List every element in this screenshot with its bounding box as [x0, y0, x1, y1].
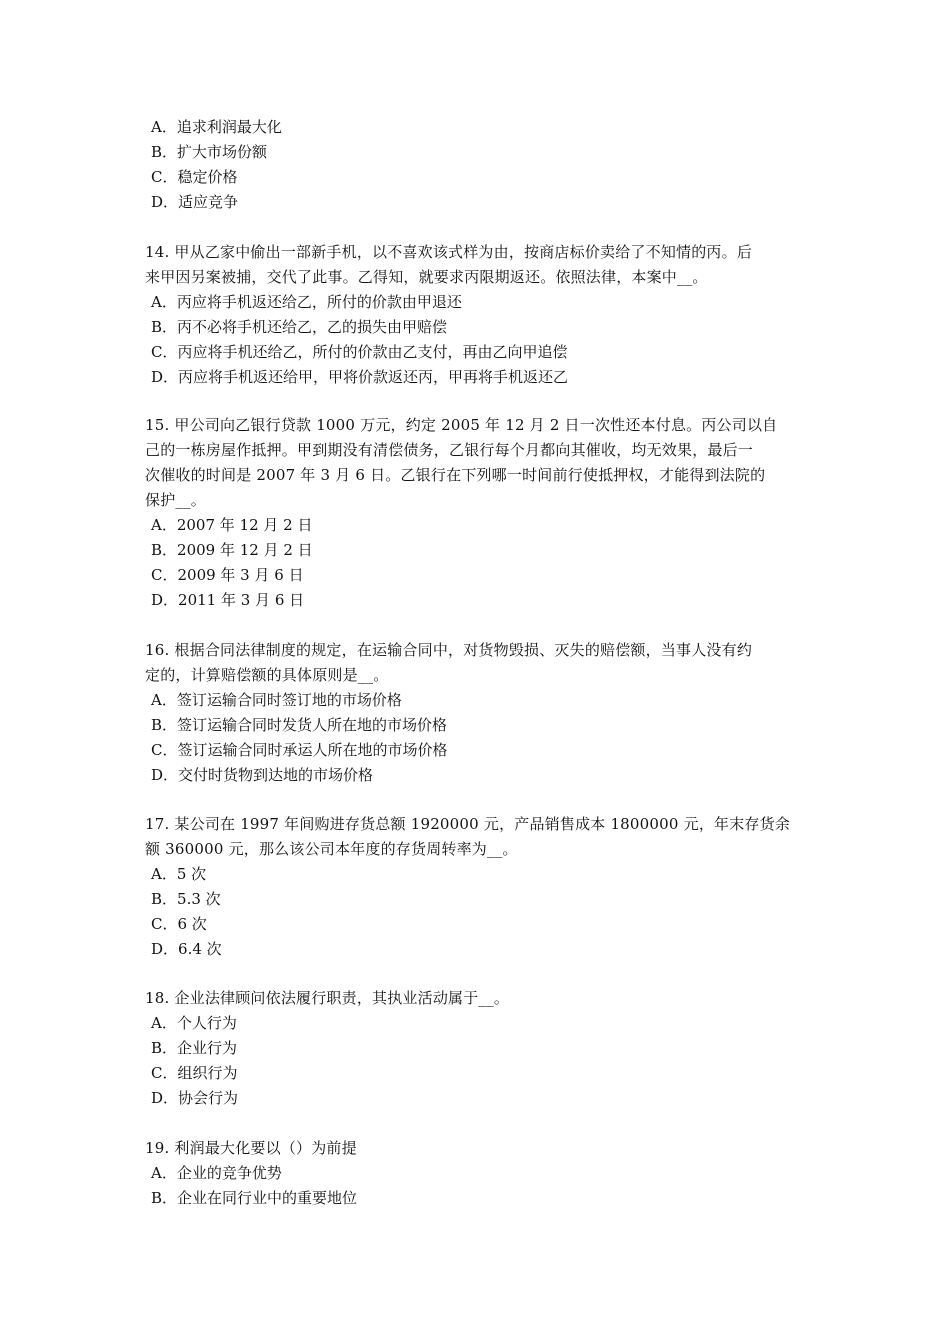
question-stem-line: 16. 根据合同法律制度的规定，在运输合同中，对货物毁损、灭失的赔偿额，当事人没有约 [145, 641, 753, 659]
question-stem-line: 来甲因另案被捕，交代了此事。乙得知，就要求丙限期返还。依照法律，本案中__。 [145, 268, 708, 286]
question-15 [145, 413, 810, 613]
option-b: B．企业在同行业中的重要地位 [151, 1189, 358, 1207]
question-19 [145, 1136, 810, 1211]
option-b: B．5.3 次 [151, 890, 221, 908]
option-d: D．2011 年 3 月 6 日 [151, 591, 305, 609]
option-c: C．稳定价格 [151, 168, 238, 186]
option-c: C．组织行为 [151, 1064, 238, 1082]
question-stem-line: 定的，计算赔偿额的具体原则是__。 [145, 666, 389, 684]
option-d: D．协会行为 [151, 1089, 239, 1107]
option-c: C．6 次 [151, 915, 207, 933]
option-a: A．丙应将手机返还给乙，所付的价款由甲退还 [151, 293, 462, 311]
option-d: D．6.4 次 [151, 940, 222, 958]
option-d: D．适应竞争 [151, 193, 239, 211]
option-a: A．个人行为 [151, 1014, 237, 1032]
option-c: C．2009 年 3 月 6 日 [151, 566, 304, 584]
option-c: C．丙应将手机还给乙，所付的价款由乙支付，再由乙向甲追偿 [151, 343, 568, 361]
option-a: A．追求利润最大化 [151, 118, 282, 136]
question-18 [145, 986, 810, 1111]
option-d: D．交付时货物到达地的市场价格 [151, 766, 374, 784]
question-stem-line: 己的一栋房屋作抵押。甲到期没有清偿债务，乙银行每个月都向其催收，均无效果，最后一 [145, 441, 754, 459]
option-b: B．2009 年 12 月 2 日 [151, 541, 313, 559]
question-stem-line: 17. 某公司在 1997 年间购进存货总额 1920000 元，产品销售成本 1800000 元，年末存货余 [145, 815, 791, 833]
question-16 [145, 638, 810, 788]
option-b: B．企业行为 [151, 1039, 238, 1057]
question-14 [145, 240, 810, 390]
question-stem-line: 额 360000 元，那么该公司本年度的存货周转率为__。 [145, 840, 518, 858]
option-b: B．签订运输合同时发货人所在地的市场价格 [151, 716, 448, 734]
option-a: A．5 次 [151, 865, 207, 883]
question-stem-line: 15. 甲公司向乙银行贷款 1000 万元，约定 2005 年 12 月 2 日一次性还本付息。丙公司以自 [145, 416, 778, 434]
option-c: C．签订运输合同时承运人所在地的市场价格 [151, 741, 448, 759]
option-d: D．丙应将手机返还给甲，甲将价款返还丙，甲再将手机返还乙 [151, 368, 569, 386]
option-a: A．2007 年 12 月 2 日 [151, 516, 313, 534]
question-17 [145, 812, 810, 962]
question-13-options [145, 115, 810, 215]
option-a: A．企业的竞争优势 [151, 1164, 282, 1182]
option-b: B．丙不必将手机还给乙，乙的损失由甲赔偿 [151, 318, 448, 336]
question-stem-line: 14. 甲从乙家中偷出一部新手机，以不喜欢该式样为由，按商店标价卖给了不知情的丙。后 [145, 243, 753, 261]
option-b: B．扩大市场份额 [151, 143, 268, 161]
question-stem-line: 保护__。 [145, 491, 207, 509]
question-stem-line: 18. 企业法律顾问依法履行职责，其执业活动属于__。 [145, 989, 510, 1007]
question-stem-line: 次催收的时间是 2007 年 3 月 6 日。乙银行在下列哪一时间前行使抵押权，才能得到法院的 [145, 466, 766, 484]
question-stem-line: 19. 利润最大化要以（）为前提 [145, 1139, 357, 1157]
option-a: A．签订运输合同时签订地的市场价格 [151, 691, 402, 709]
